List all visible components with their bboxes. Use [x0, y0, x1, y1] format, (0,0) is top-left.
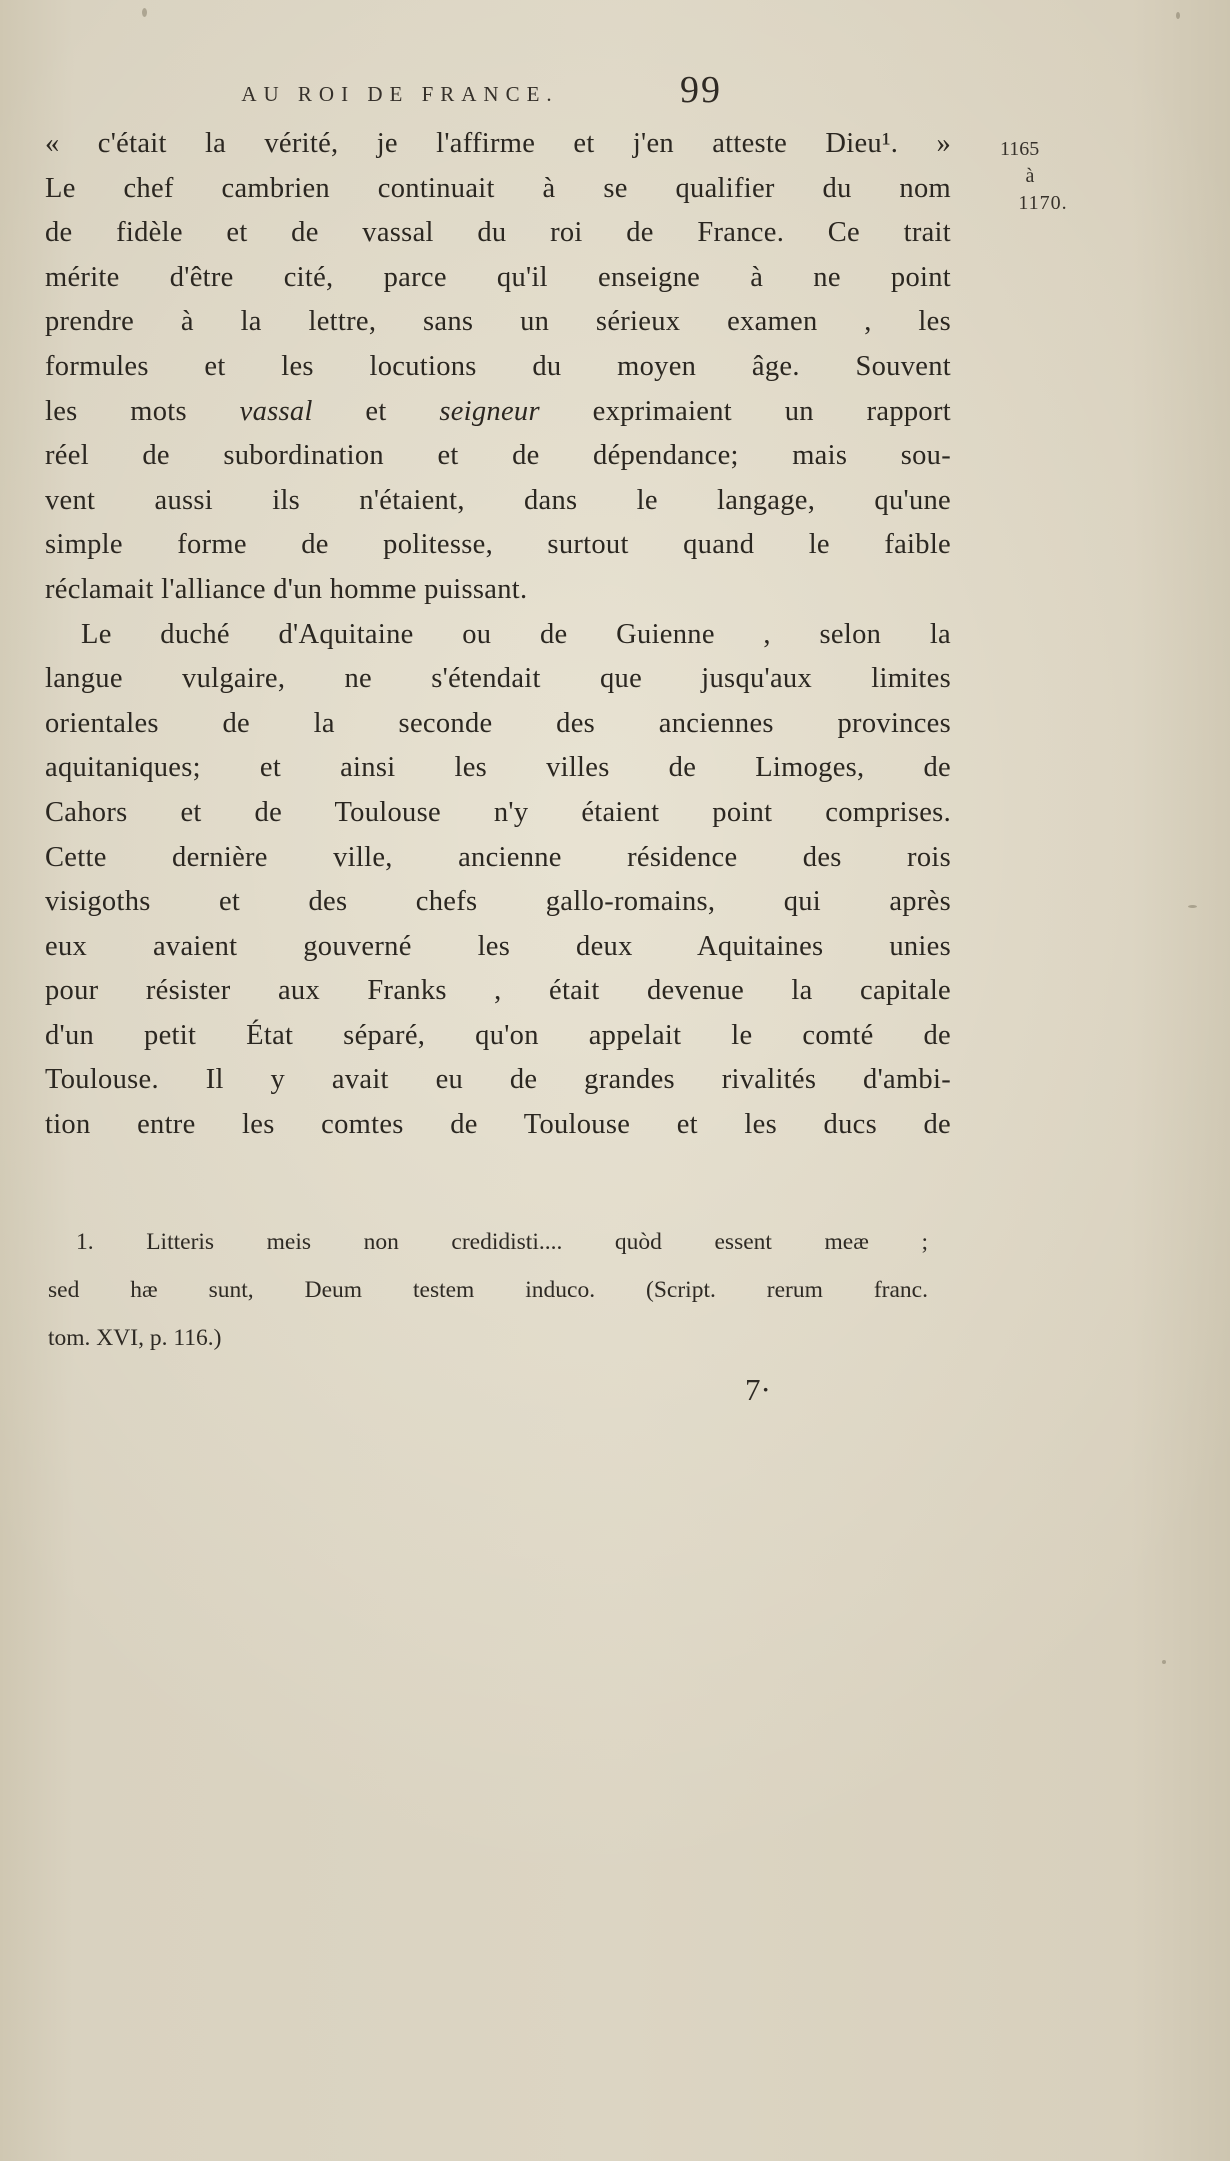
body-line: pour résister aux Franks , était devenue la capitale	[45, 975, 951, 1007]
body-line: « c'était la vérité, je l'affirme et j'en atteste Dieu¹. »	[45, 128, 951, 159]
body-line-with-italics	[45, 390, 951, 435]
body-line: Toulouse. Il y avait eu de grandes rivalités d'ambi-	[45, 1064, 951, 1096]
margin-date-note	[1000, 136, 1086, 217]
scan-artifact	[1162, 1660, 1166, 1664]
body-line: vent aussi ils n'étaient, dans le langage, qu'une	[45, 484, 951, 516]
body-line: de fidèle et de vassal du roi de France. Ce trait	[45, 217, 951, 249]
body-line: mérite d'être cité, parce qu'il enseigne à ne point	[45, 261, 951, 293]
footnote-line: 1. Litteris meis non credidisti.... quòd essent meæ ;	[76, 1229, 928, 1255]
body-line: eux avaient gouverné les deux Aquitaines unies	[45, 930, 951, 962]
body-line: Le chef cambrien continuait à se qualifier du nom	[45, 172, 951, 204]
footnote-line: sed hæ sunt, Deum testem induco. (Script. rerum franc.	[48, 1277, 928, 1303]
italic-term-vassal: vassal	[239, 395, 313, 427]
margin-date-start: 1165	[1000, 138, 1040, 160]
body-line-segment: exprimaient un rapport	[539, 395, 951, 427]
body-line: réel de subordination et de dépendance; mais sou-	[45, 440, 951, 472]
page-number: 99	[680, 69, 722, 111]
body-line: formules et les locutions du moyen âge. Souvent	[45, 350, 951, 382]
body-line: tion entre les comtes de Toulouse et les ducs de	[45, 1109, 951, 1141]
body-line: aquitaniques; et ainsi les villes de Limoges, de	[45, 752, 951, 784]
body-line: d'un petit État séparé, qu'on appelait le comté de	[45, 1019, 951, 1051]
scan-artifact	[1176, 12, 1180, 19]
margin-date-connector: à	[1025, 165, 1035, 187]
body-line-paragraph-start: Le duché d'Aquitaine ou de Guienne , selon la	[81, 618, 951, 650]
body-line-paragraph-end: réclamait l'alliance d'un homme puissant.	[45, 573, 528, 605]
scan-artifact	[1188, 905, 1197, 908]
body-line: orientales de la seconde des anciennes provinces	[45, 707, 951, 739]
scan-artifact	[142, 8, 147, 17]
body-text	[45, 122, 951, 1148]
body-line: Cette dernière ville, ancienne résidence des rois	[45, 841, 951, 873]
footnote	[48, 1218, 928, 1362]
body-line-segment: et	[312, 395, 440, 427]
body-line: visigoths et des chefs gallo-romains, qui après	[45, 886, 951, 918]
body-line: langue vulgaire, ne s'étendait que jusqu'aux limites	[45, 663, 951, 695]
body-line: Cahors et de Toulouse n'y étaient point comprises.	[45, 796, 951, 828]
running-head: AU ROI DE FRANCE.	[241, 82, 559, 106]
body-line-segment: les mots	[45, 395, 240, 427]
margin-date-end: 1170.	[1018, 192, 1068, 214]
body-line: simple forme de politesse, surtout quand le faible	[45, 529, 951, 561]
signature-mark: 7·	[745, 1372, 771, 1407]
italic-term-seigneur: seigneur	[439, 395, 540, 427]
footnote-line: tom. XVI, p. 116.)	[48, 1325, 222, 1351]
body-line: prendre à la lettre, sans un sérieux examen , les	[45, 306, 951, 338]
